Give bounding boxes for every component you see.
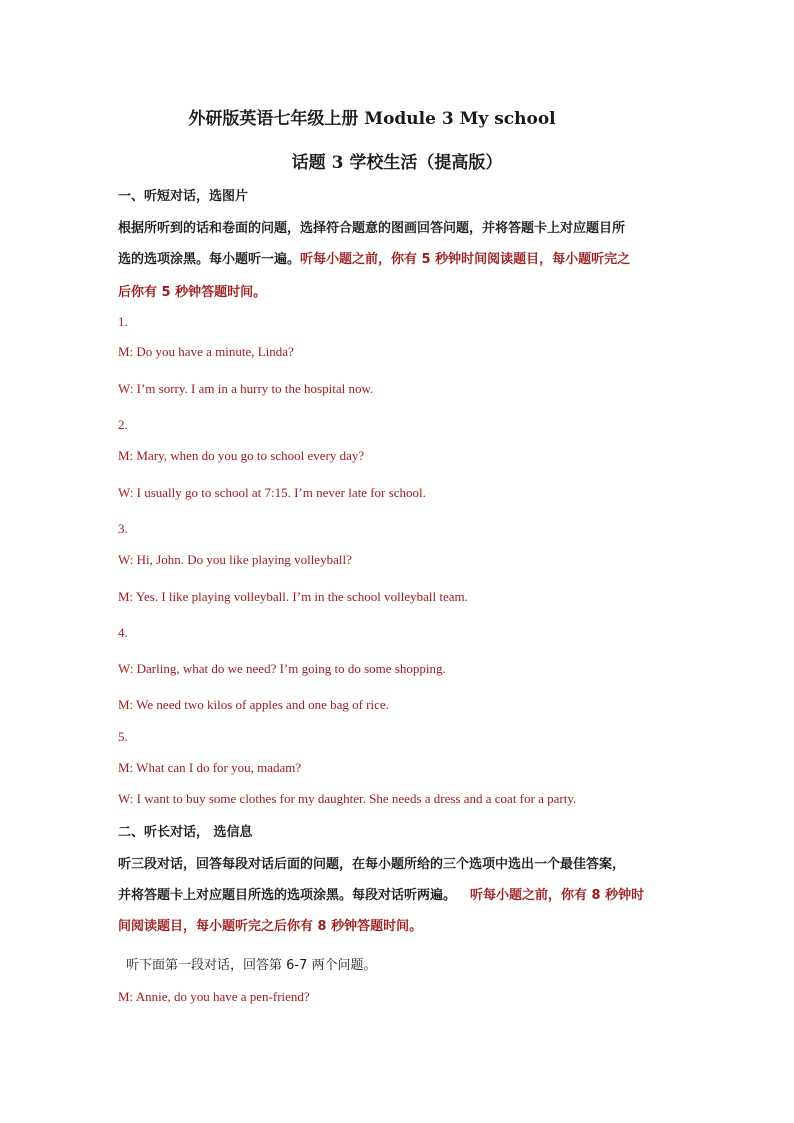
section-2-instruction-line-3: 间阅读题目，每小题听完之后你有 8 秒钟答题时间。 (118, 919, 423, 934)
dialogue-line: M: Mary, when do you go to school every day? (118, 448, 365, 463)
dialogue-line: M: What can I do for you, madam? (118, 760, 302, 775)
section-1-instruction-line-2 (118, 248, 630, 267)
item-number: 2. (118, 417, 128, 432)
dialogue-line: W: Hi, John. Do you like playing volleyball? (118, 552, 352, 567)
dialogue-line: W: I’m sorry. I am in a hurry to the hospital now. (118, 381, 374, 396)
dialogue-line: M: Annie, do you have a pen-friend? (118, 989, 310, 1004)
instruction-red-text: 听每小题之前，你有 5 秒钟时间阅读题目，每小题听完之 (300, 252, 631, 267)
section-1-instruction-line-3: 后你有 5 秒钟答题时间。 (118, 285, 267, 300)
section-2-heading: 二、听长对话， 选信息 (118, 825, 253, 840)
item-number: 4. (118, 625, 128, 640)
dialogue-line: W: Darling, what do we need? I’m going to do some shopping. (118, 661, 446, 676)
dialogue-line: M: Yes. I like playing volleyball. I’m in the school volleyball team. (118, 589, 468, 604)
dialogue-line: W: I want to buy some clothes for my daughter. She needs a dress and a coat for a party. (118, 791, 577, 806)
document-title: 外研版英语七年级上册 Module 3 My school (188, 109, 556, 129)
item-number: 1. (118, 314, 128, 329)
section-2-instruction-line-1: 听三段对话，回答每段对话后面的问题，在每小题所给的三个选项中选出一个最佳答案， (118, 857, 626, 872)
item-number: 3. (118, 521, 128, 536)
instruction-red-text: 听每小题之前，你有 8 秒钟时 (470, 888, 645, 903)
section-2-note: 听下面第一段对话，回答第 6-7 两个问题。 (126, 958, 377, 973)
section-1-instruction-line-1: 根据所听到的话和卷面的问题，选择符合题意的图画回答问题，并将答题卡上对应题目所 (118, 221, 626, 236)
item-number: 5. (118, 729, 128, 744)
instruction-black-text: 选的选项涂黑。每小题听一遍。 (118, 252, 301, 267)
dialogue-line: M: Do you have a minute, Linda? (118, 344, 294, 359)
dialogue-line: W: I usually go to school at 7:15. I’m never late for school. (118, 485, 426, 500)
section-1-heading: 一、听短对话，选图片 (118, 189, 249, 204)
section-2-instruction-line-2 (118, 884, 644, 903)
instruction-black-text: 并将答题卡上对应题目所选的选项涂黑。每段对话听两遍。 (118, 888, 457, 903)
document-subtitle: 话题 3 学校生活（提高版） (291, 153, 503, 173)
dialogue-line: M: We need two kilos of apples and one bag of rice. (118, 697, 389, 712)
